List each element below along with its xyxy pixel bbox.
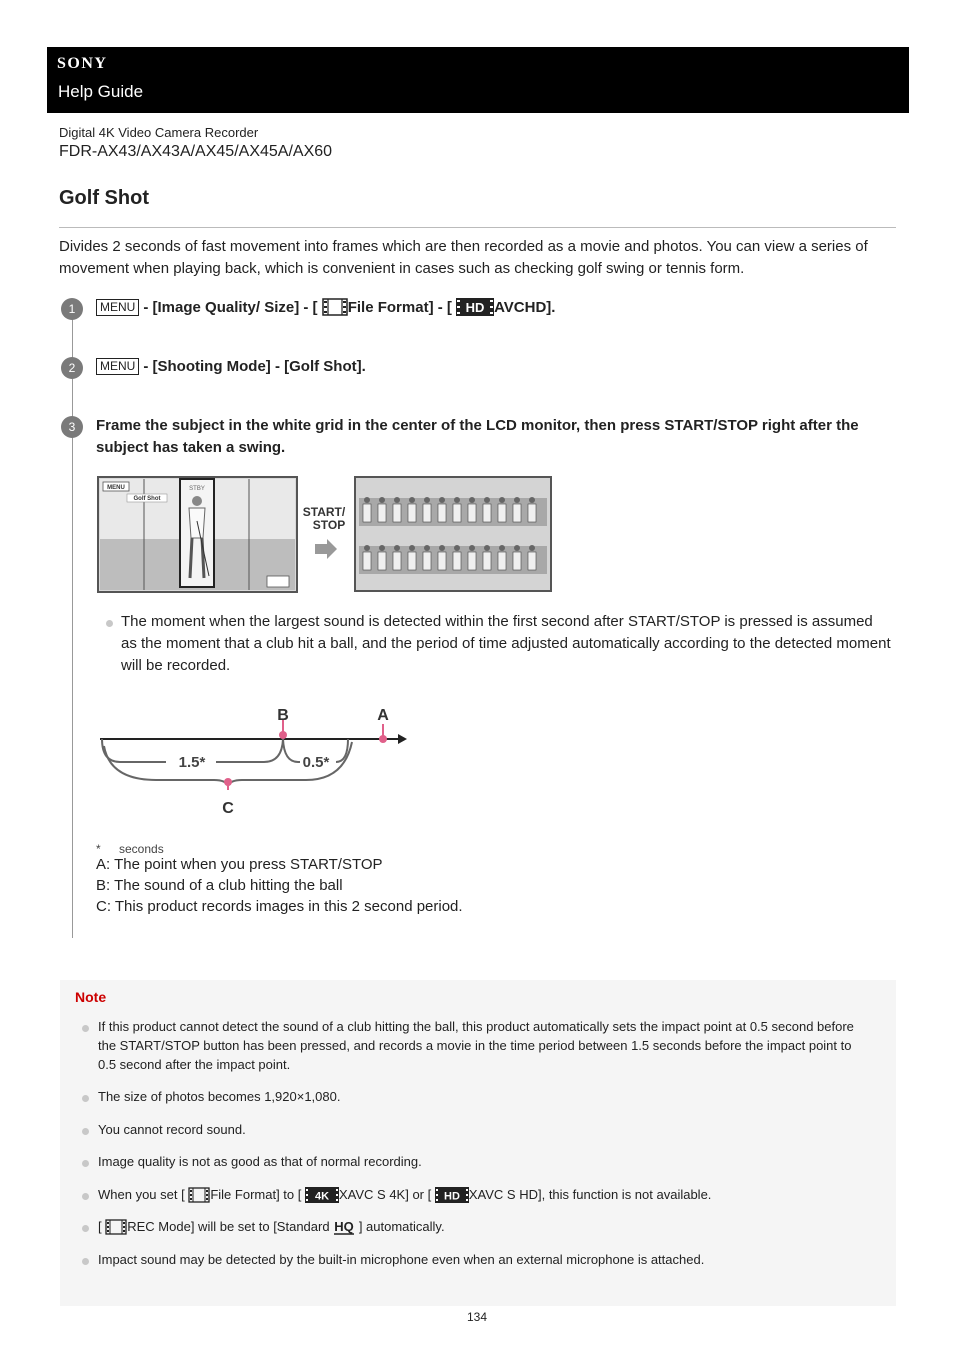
step-number-2: 2: [61, 357, 83, 379]
header-bar: [47, 47, 909, 113]
menu-key-icon: MENU: [96, 299, 139, 316]
bullet-icon: [82, 1258, 89, 1265]
bullet-icon: [82, 1193, 89, 1200]
hq-icon: [333, 1218, 355, 1235]
note-item-3: You cannot record sound.: [98, 1122, 246, 1137]
bullet-icon: [82, 1025, 89, 1032]
film-4k-icon: [305, 1187, 339, 1203]
product-line: Digital 4K Video Camera Recorder: [59, 125, 259, 140]
step-number-3: 3: [61, 416, 83, 438]
start-stop-label-line1: START/: [302, 505, 346, 519]
title-divider: [59, 227, 896, 228]
legend-c: C: This product records images in this 2 second period.: [96, 898, 463, 915]
footnote-text: seconds: [119, 842, 164, 856]
hd-icon-label: HD: [465, 300, 485, 315]
note-title: Note: [75, 989, 107, 1005]
note-item-6-part3: ] automatically.: [358, 1219, 445, 1234]
help-guide-title: Help Guide: [58, 82, 144, 101]
note-item-6-part1: [: [98, 1219, 102, 1234]
lcd-menu-label: MENU: [107, 485, 125, 491]
note-item-6-part2: REC Mode] will be set to [Standard: [127, 1219, 330, 1234]
step-2-body: - [Shooting Mode] - [Golf Shot].: [143, 358, 366, 375]
label-a: A: [377, 707, 389, 724]
bullet-icon: [82, 1128, 89, 1135]
legend-a: A: The point when you press START/STOP: [96, 856, 383, 873]
lcd-corner-icon: [267, 576, 289, 587]
film-hd-icon: [435, 1187, 469, 1203]
duration-before-label: 1.5*: [178, 754, 206, 771]
note-item-5-part3: XAVC S 4K] or [: [339, 1187, 432, 1202]
label-b: B: [277, 707, 289, 724]
start-stop-label-line2: STOP: [312, 518, 346, 532]
step-1-text: [96, 297, 555, 319]
hq-icon-label: HQ: [334, 1219, 354, 1234]
footnote-mark: *: [96, 842, 101, 856]
bullet-icon: [82, 1160, 89, 1167]
timeline-arrowhead: [398, 734, 407, 744]
point-c-marker: [224, 778, 232, 786]
page-number: 134: [466, 1310, 488, 1324]
sony-logo: SONY: [57, 55, 108, 72]
legend-b: B: The sound of a club hitting the ball: [96, 877, 343, 894]
sound-detection-note: The moment when the largest sound is detected within the first second after START/STOP is pressed is assumed as the moment that a club hit a ball, and the period of time adjusted automatically according to the detected moment will be recorded.: [121, 613, 891, 674]
step-connector-line: [72, 310, 73, 938]
lcd-stby-label: STBY: [189, 486, 205, 492]
note-item-4: Image quality is not as good as that of normal recording.: [98, 1154, 422, 1169]
step-3-text: Frame the subject in the white grid in the center of the LCD monitor, then press START/STOP right after the subject has taken a swing.: [96, 417, 859, 456]
note-item-7: Impact sound may be detected by the built-in microphone even when an external microphone is attached.: [98, 1252, 705, 1267]
golf-shot-illustration: [97, 476, 555, 594]
intro-paragraph: Divides 2 seconds of fast movement into frames which are then recorded as a movie and photos. You can view a series of movement when playing back, which is convenient in cases such as checking golf swing or tennis form.: [59, 238, 868, 277]
film-icon: [322, 298, 348, 316]
hd-icon-label: HD: [443, 1190, 460, 1203]
note-item-5-part4: XAVC S HD], this function is not available.: [468, 1187, 712, 1202]
note-item-5-part1: When you set [: [98, 1187, 185, 1202]
duration-after-label: 0.5*: [302, 754, 330, 771]
film-hd-icon: [456, 298, 494, 316]
film-icon: [105, 1219, 127, 1235]
menu-key-icon: MENU: [96, 358, 139, 375]
bullet-icon: [106, 620, 113, 627]
note-item-5-part2: File Format] to [: [210, 1187, 302, 1202]
page-title: Golf Shot: [59, 187, 149, 209]
bullet-icon: [82, 1095, 89, 1102]
label-c: C: [222, 800, 234, 817]
bullet-icon: [82, 1225, 89, 1232]
step-1-part1: - [Image Quality/ Size] - [: [143, 299, 318, 316]
note-item-1: If this product cannot detect the sound of a club hitting the ball, this product automatically sets the impact point at 0.5 second before the START/STOP button has been pressed, and records a movie in the time period between 1.5 seconds before the impact point to 0.5 second after the impact point.: [98, 1019, 854, 1072]
lcd-golf-shot-label: Golf Shot: [133, 496, 161, 502]
film-icon: [188, 1187, 210, 1203]
step-1-part2: File Format] - [: [347, 299, 452, 316]
4k-icon-label: 4K: [314, 1190, 330, 1203]
product-models: FDR-AX43/AX43A/AX45/AX45A/AX60: [59, 143, 333, 160]
timeline-diagram: [96, 700, 416, 820]
note-item-5: [98, 1185, 711, 1204]
note-item-6: [98, 1217, 445, 1236]
step-1-part3: AVCHD].: [494, 299, 556, 316]
step-2-text: [96, 356, 366, 378]
step-number-1: 1: [61, 298, 83, 320]
note-item-2: The size of photos becomes 1,920×1,080.: [98, 1089, 341, 1104]
arrow-right-icon: [315, 539, 337, 559]
